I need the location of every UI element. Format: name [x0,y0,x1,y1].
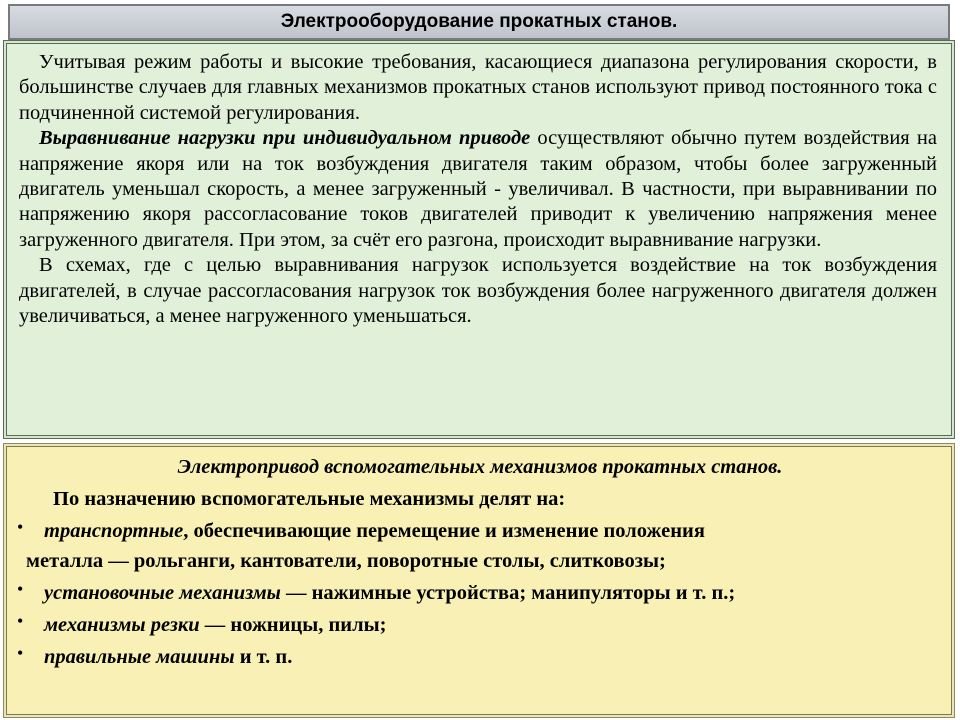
main-drive-text-box [6,43,952,436]
list-item-text: и т. п. [234,646,293,668]
slide-title: Электрооборудование прокатных станов. [280,11,678,32]
list-item-term: механизмы резки [44,614,200,636]
list-item-text: , обеспечивающие перемещение и изменение положения [183,520,705,542]
paragraph-2-emphasis: Выравнивание нагрузки при индивидуальном приводе [39,127,531,150]
list-item-text: — ножницы, пилы; [199,614,387,636]
bullet-icon: • [17,517,24,537]
paragraph-2-text: осуществляют обычно путем воздействия на напряжение якоря или на ток возбуждения двигателя таким образом, чтобы более загруженный двигатель уменьшал скорость, а менее загруженный - увеличивал. В частности, при выравнивании по напряжению якоря рассогласование токов двигателей приводит к увеличению напряжения менее загруженного двигателя. При этом, за счёт его разгона, происходит выравнивание нагрузки. [19,127,937,251]
paragraph-2 [19,126,937,253]
paragraph-1: Учитывая режим работы и высокие требования, касающиеся диапазона регулирования скорости, в большинстве случаев для главных механизмов прокатных станов используют привод постоянного тока с подчиненной системой регулирования. [19,51,937,124]
auxiliary-drive-box [6,446,952,715]
list-item-continuation: металла — рольганги, кантователи, поворотные столы, слитковозы; [26,550,666,572]
slide-title-bar [8,4,950,40]
list-item [17,610,943,640]
bullet-icon: • [17,611,24,631]
list-item-term: правильные машины [44,646,235,668]
section-heading: Электропривод вспомогательных механизмов прокатных станов. [177,456,783,478]
bullet-icon: • [17,643,24,663]
list-item-term: транспортные [44,520,184,542]
list-item-text: — нажимные устройства; манипуляторы и т. п.; [280,582,736,604]
paragraph-3: В схемах, где с целью выравнивания нагрузок используется воздействие на ток возбуждения двигателей, в случае рассогласования нагрузок ток возбуждения более нагруженного двигателя должен увеличиваться, а менее нагруженного уменьшаться. [19,254,937,328]
section-intro: По назначению вспомогательные механизмы делят на: [53,488,566,510]
list-item [17,578,943,608]
list-item [17,642,943,672]
list-item-term: установочные механизмы [44,582,281,604]
list-item [17,516,943,576]
bullet-icon: • [17,579,24,599]
